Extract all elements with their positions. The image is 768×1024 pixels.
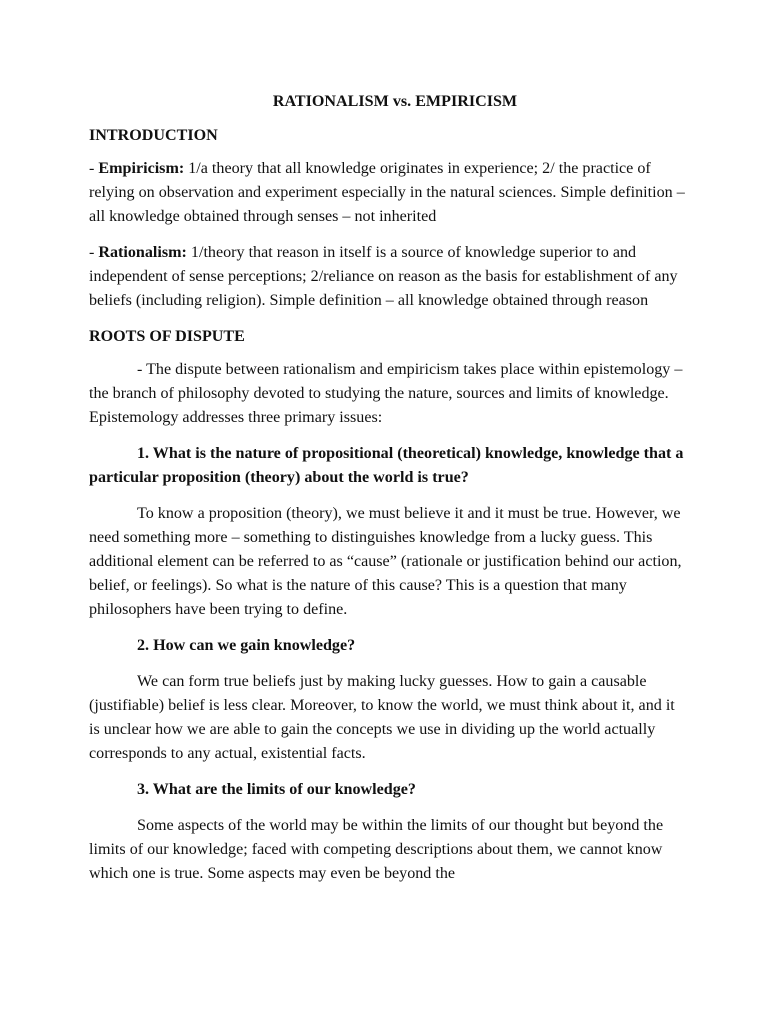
rationalism-dash: - (89, 244, 99, 261)
document-body (89, 90, 689, 898)
roots-paragraph: - The dispute between rationalism and empiricism takes place within epistemology – the branch of philosophy devoted to studying the nature, sources and limits of knowledge. Epistemology addresses three primary issues: (89, 361, 683, 426)
question-1: 1. What is the nature of propositional (theoretical) knowledge, knowledge that a particular proposition (theory) about the world is true? (89, 445, 684, 486)
rationalism-text: 1/theory that reason in itself is a source of knowledge superior to and independent of sense perceptions; 2/reliance on reason as the basis for establishment of any beliefs (including religion). Simple definition – all knowledge obtained through reason (89, 244, 678, 309)
question-2: 2. How can we gain knowledge? (137, 637, 356, 654)
question-3: 3. What are the limits of our knowledge? (137, 781, 416, 798)
answer-2: We can form true beliefs just by making lucky guesses. How to gain a causable (justifiable) belief is less clear. Moreover, to know the world, we must think about it, and it is unclear how we are able to gain the concepts we use in dividing up the world actually corresponds to any actual, existential facts. (89, 673, 675, 762)
rationalism-definition (89, 241, 689, 313)
roots-heading: ROOTS OF DISPUTE (89, 328, 245, 345)
introduction-heading: INTRODUCTION (89, 127, 218, 144)
document-title: RATIONALISM vs. EMPIRICISM (272, 93, 518, 110)
answer-3: Some aspects of the world may be within the limits of our thought but beyond the limits of our knowledge; faced with competing descriptions about them, we cannot know which one is true. Some aspects may even be beyond the (89, 817, 664, 882)
empiricism-term: Empiricism: (98, 160, 185, 177)
empiricism-definition (89, 157, 689, 229)
rationalism-term: Rationalism: (98, 244, 187, 261)
answer-1: To know a proposition (theory), we must believe it and it must be true. However, we need something more – something to distinguishes knowledge from a lucky guess. This additional element can be referred to as “cause” (rationale or justification behind our action, belief, or feelings). So what is the nature of this cause? This is a question that many philosophers have been trying to define. (89, 505, 682, 618)
empiricism-text: 1/a theory that all knowledge originates in experience; 2/ the practice of relying on observation and experiment especially in the natural sciences. Simple definition – all knowledge obtained through senses – not inherited (89, 160, 685, 225)
empiricism-dash: - (89, 160, 99, 177)
